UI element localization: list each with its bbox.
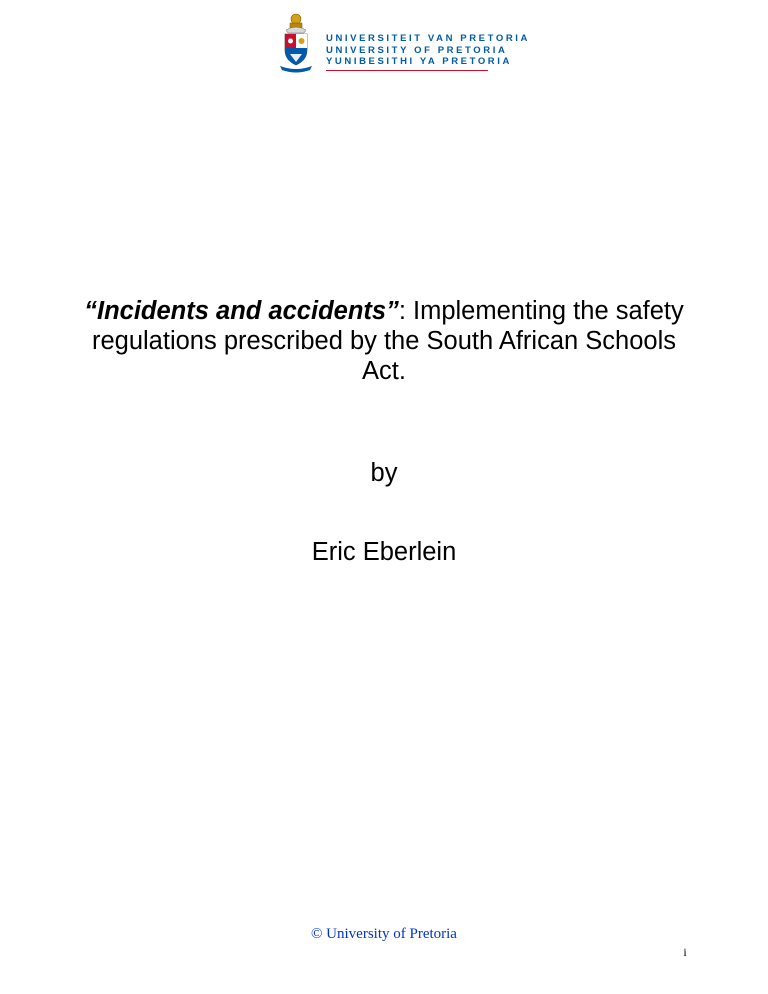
- author-name: Eric Eberlein: [311, 538, 457, 566]
- title-emphasis: “Incidents and accidents”: [84, 297, 399, 325]
- logo-line-sepedi: YUNIBESITHI YA PRETORIA: [326, 56, 512, 67]
- copyright-notice: © University of Pretoria: [311, 926, 457, 942]
- university-wordmark: [326, 33, 530, 71]
- logo-line-afrikaans: UNIVERSITEIT VAN PRETORIA: [326, 33, 530, 44]
- page-number: i: [683, 945, 687, 959]
- document-title: [84, 296, 684, 386]
- university-crest-icon: [276, 12, 316, 74]
- university-logo: [276, 12, 530, 74]
- title-rest: : Implementing the safety regulations prescribed by the South African Schools Act.: [91, 297, 684, 385]
- by-line: by: [370, 459, 398, 487]
- logo-line-english: UNIVERSITY OF PRETORIA: [326, 44, 508, 56]
- logo-rule: [326, 70, 488, 71]
